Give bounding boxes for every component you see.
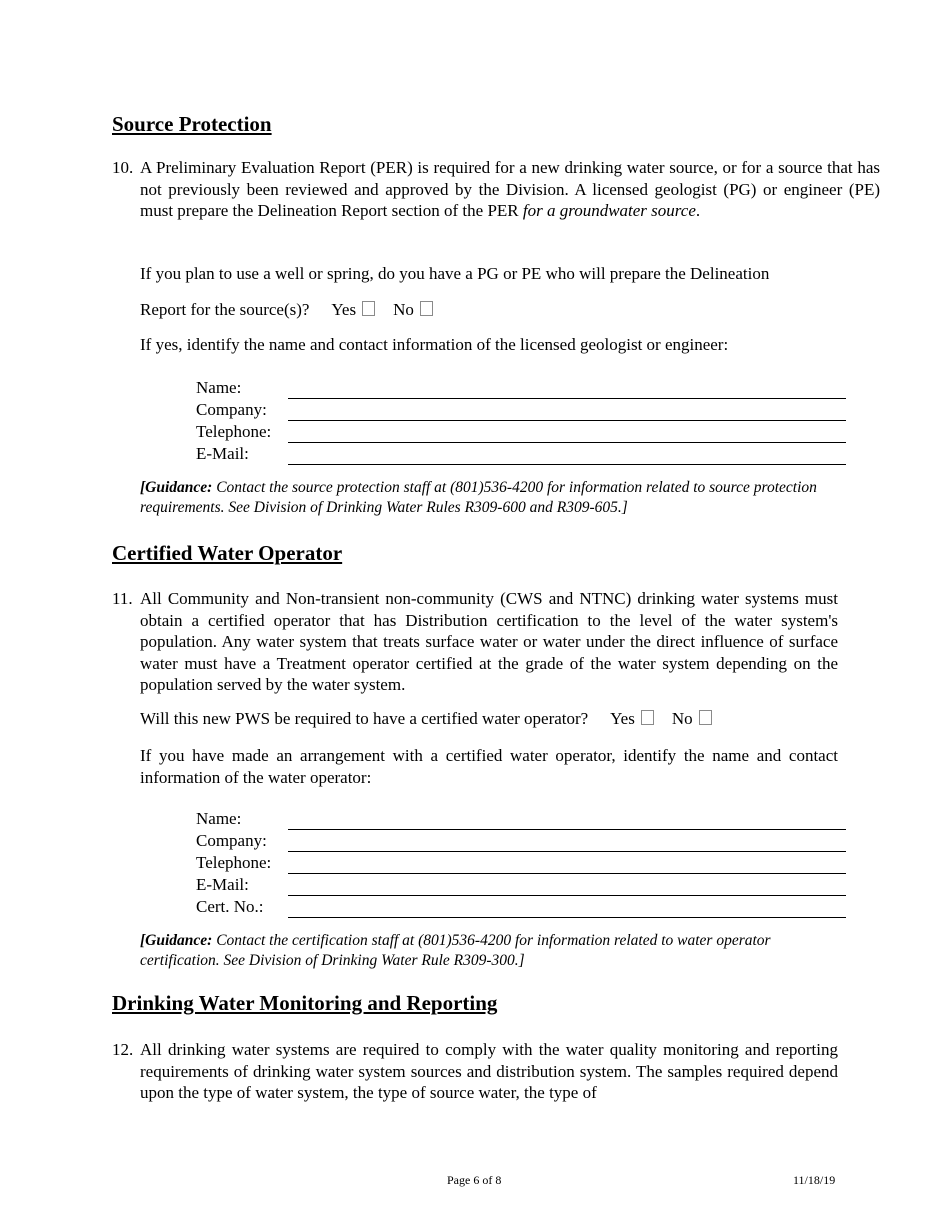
geologist-identify-text: If yes, identify the name and contact information of the licensed geologist or engineer:: [140, 335, 729, 354]
operator-telephone-input[interactable]: [288, 873, 846, 874]
operator-yes-label: Yes: [610, 709, 635, 728]
geologist-telephone-input[interactable]: [288, 442, 846, 443]
per-paragraph-italic: for a groundwater source: [522, 201, 696, 220]
geologist-company-label: Company:: [196, 400, 267, 419]
geologist-email-input[interactable]: [288, 464, 846, 465]
operator-company-label: Company:: [196, 831, 267, 850]
item-number-12: 12.: [112, 1040, 134, 1059]
per-paragraph-text: A Preliminary Evaluation Report (PER) is required for a new drinking water source, or for a source that has not previously been reviewed and approved by the Division. A licensed geologist (PG) or engineer (PE) must prepare the Delineation Report section of the PER: [140, 158, 880, 220]
footer-date: 11/18/19: [793, 1173, 836, 1187]
operator-question-line: [140, 709, 730, 729]
certified-operator-heading: Certified Water Operator: [112, 541, 343, 565]
source-protection-heading: Source Protection: [112, 112, 272, 136]
pg-pe-no-checkbox[interactable]: [420, 301, 433, 316]
source-protection-guidance: [140, 478, 840, 517]
operator-paragraph: All Community and Non-transient non-community (CWS and NTNC) drinking water systems must obtain a certified operator that has Distribution certification to the level of the water system's population. Any water system that treats surface water or water under the direct influence of surface water must have a Treatment operator certified at the grade of the water system depending on the population served by the water system.: [140, 589, 838, 694]
guidance-text: Contact the source protection staff at (801)536-4200 for information related to source protection requirements. See Division of Drinking Water Rules R309-600 and R309-605.]: [140, 479, 817, 516]
operator-name-label: Name:: [196, 809, 242, 828]
operator-telephone-label: Telephone:: [196, 853, 272, 872]
operator-no-checkbox[interactable]: [699, 710, 712, 725]
operator-guidance: [140, 931, 845, 970]
item-number-11: 11.: [112, 589, 133, 608]
per-paragraph: [140, 157, 880, 222]
operator-identify-text: If you have made an arrangement with a certified water operator, identify the name and contact information of the water operator:: [140, 746, 838, 787]
geologist-name-label: Name:: [196, 378, 242, 397]
operator-guidance-text: Contact the certification staff at (801)536-4200 for information related to water operator certification. See Division of Drinking Water Rule R309-300.]: [140, 932, 771, 969]
guidance-label: [Guidance:: [140, 479, 213, 496]
operator-company-input[interactable]: [288, 851, 846, 852]
geologist-telephone-label: Telephone:: [196, 422, 272, 441]
pg-pe-yes-checkbox[interactable]: [362, 301, 375, 316]
operator-name-input[interactable]: [288, 829, 846, 830]
monitoring-heading: Drinking Water Monitoring and Reporting: [112, 991, 498, 1015]
operator-question-text: Will this new PWS be required to have a certified water operator?: [140, 709, 589, 728]
geologist-name-input[interactable]: [288, 398, 846, 399]
operator-yes-checkbox[interactable]: [641, 710, 654, 725]
pg-pe-yes-label: Yes: [331, 300, 357, 319]
pg-pe-question-line2: [140, 300, 451, 320]
operator-no-label: No: [671, 709, 693, 728]
operator-email-input[interactable]: [288, 895, 846, 896]
operator-guidance-label: [Guidance:: [140, 932, 213, 949]
per-paragraph-end: .: [695, 201, 701, 220]
pg-pe-no-label: No: [393, 300, 414, 319]
pg-pe-question-line1: If you plan to use a well or spring, do you have a PG or PE who will prepare the Delineation: [140, 264, 770, 283]
operator-cert-input[interactable]: [288, 917, 846, 918]
geologist-email-label: E-Mail:: [196, 444, 249, 463]
operator-email-label: E-Mail:: [196, 875, 249, 894]
item-number-10: 10.: [112, 158, 134, 177]
page-number: Page 6 of 8: [447, 1173, 502, 1187]
monitoring-paragraph: All drinking water systems are required to comply with the water quality monitoring and reporting requirements of drinking water system sources and distribution system. The samples required depend upon the type of water system, the type of source water, the type of: [140, 1040, 838, 1102]
geologist-company-input[interactable]: [288, 420, 846, 421]
pg-pe-question-text: Report for the source(s)?: [140, 300, 310, 319]
operator-cert-label: Cert. No.:: [196, 897, 264, 916]
